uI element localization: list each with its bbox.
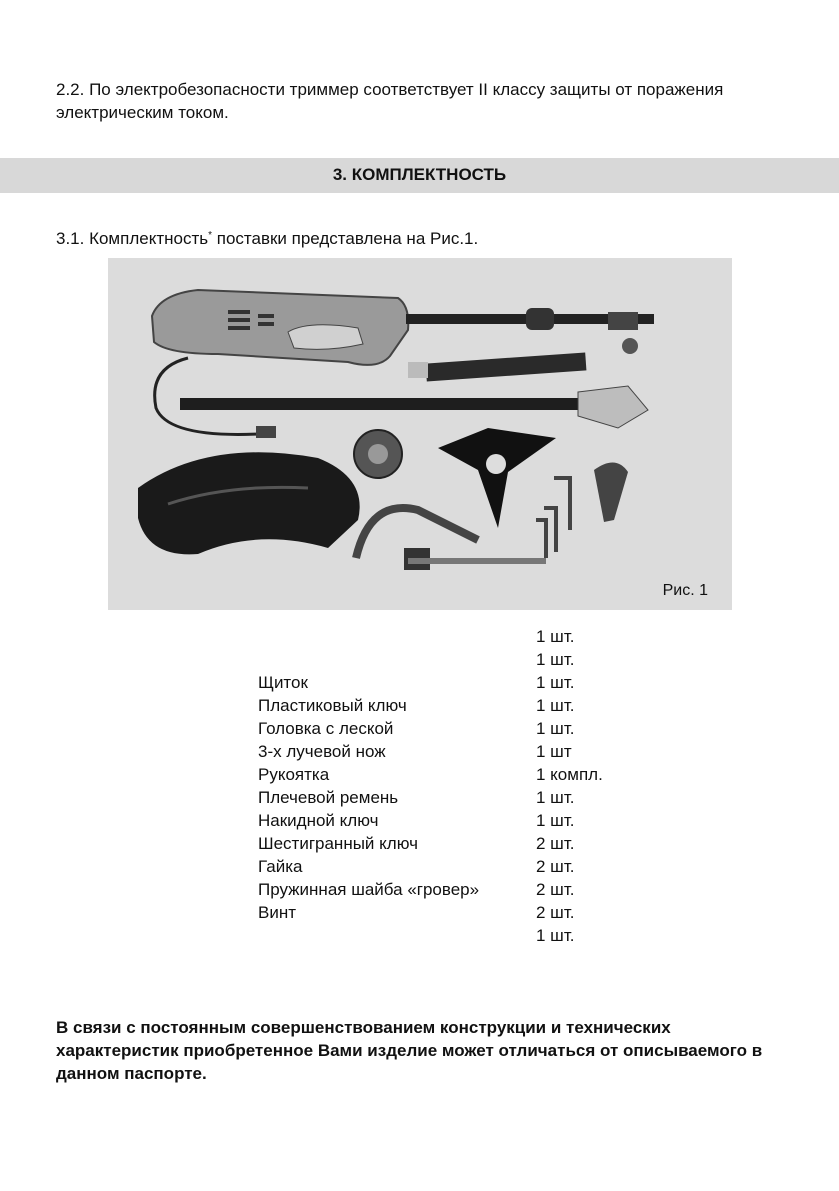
item-qty: 1 компл.	[536, 765, 603, 784]
list-item	[258, 671, 658, 694]
list-item	[258, 924, 658, 947]
item-qty: 2 шт.	[536, 857, 575, 876]
item-qty: 1 шт.	[536, 696, 575, 715]
item-name: Щиток	[258, 673, 308, 692]
item-name: Накидной ключ	[258, 811, 379, 830]
list-item	[258, 786, 658, 809]
item-name: 3-х лучевой нож	[258, 742, 386, 761]
list-item	[258, 694, 658, 717]
list-item	[258, 832, 658, 855]
item-name: Винт	[258, 903, 297, 922]
item-name: Рукоятка	[258, 765, 330, 784]
contents-list	[258, 625, 658, 947]
item-qty: 1 шт.	[536, 719, 575, 738]
item-name: Шестигранный ключ	[258, 834, 418, 853]
item-qty: 2 шт.	[536, 880, 575, 899]
list-item	[258, 763, 658, 786]
item-qty: 1 шт.	[536, 650, 575, 669]
trimmer-kit-illustration	[108, 258, 732, 610]
item-qty: 1 шт.	[536, 811, 575, 830]
list-item	[258, 648, 658, 671]
paragraph-package-contents: 3.1. Комплектность* поставки представлена на Рис.1.	[56, 229, 479, 248]
item-qty: 1 шт.	[536, 673, 575, 692]
item-qty: 1 шт.	[536, 627, 575, 646]
item-name: Пластиковый ключ	[258, 696, 407, 715]
item-name: Пружинная шайба «гровер»	[258, 880, 480, 899]
list-item	[258, 717, 658, 740]
list-item	[258, 901, 658, 924]
item-qty: 1 шт.	[536, 926, 575, 945]
item-qty: 2 шт.	[536, 903, 575, 922]
item-qty: 2 шт.	[536, 834, 575, 853]
paragraph-electrical-safety: 2.2. По электробезопасности триммер соответствует II классу защиты от поражения электрическим током.	[56, 80, 724, 122]
figure-caption: Рис. 1	[662, 582, 708, 599]
item-name: Головка с леской	[258, 719, 394, 738]
list-item	[258, 878, 658, 901]
item-name: Гайка	[258, 857, 303, 876]
list-item	[258, 855, 658, 878]
disclaimer-note: В связи с постоянным совершенствованием конструкции и технических характеристик приобретенное Вами изделие может отличаться от описываемого в данном паспорте.	[56, 1018, 763, 1083]
list-item	[258, 809, 658, 832]
figure-trimmer-kit-photo	[108, 258, 732, 610]
item-name: Плечевой ремень	[258, 788, 399, 807]
item-qty: 1 шт	[536, 742, 572, 761]
section-title: 3. КОМПЛЕКТНОСТЬ	[332, 165, 507, 184]
list-item	[258, 740, 658, 763]
list-item	[258, 625, 658, 648]
item-qty: 1 шт.	[536, 788, 575, 807]
footnote-asterisk: *	[208, 230, 213, 241]
